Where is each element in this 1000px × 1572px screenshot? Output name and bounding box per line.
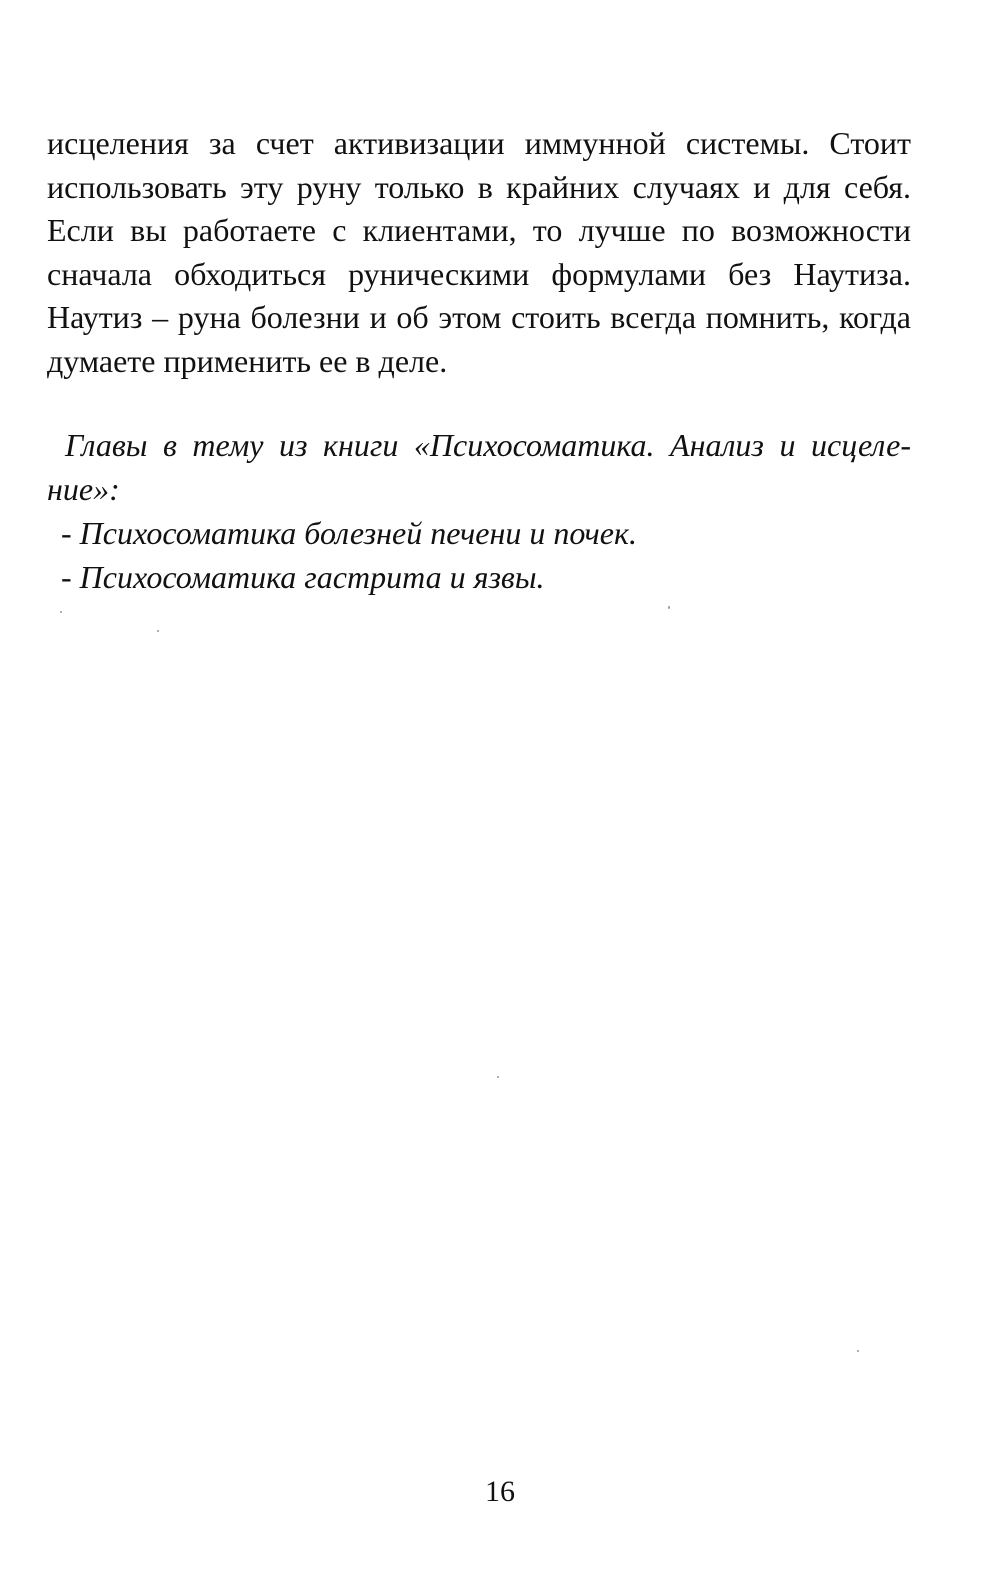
paragraph-line: Наутиз – руна болезни и об этом стоить всегда помнить, когда xyxy=(47,299,911,335)
related-chapter-item: - Психосоматика болезней печени и почек. xyxy=(61,515,637,551)
related-chapters xyxy=(47,423,911,599)
paragraph-line: Если вы работаете с клиентами, то лучше по возможности xyxy=(47,212,911,248)
paragraph-line: исцеления за счет активизации иммунной системы. Стоит xyxy=(47,125,911,161)
scan-speck xyxy=(157,630,159,632)
related-chapters-intro: Главы в тему из книги «Психосоматика. Анализ и исцеле- xyxy=(65,427,911,463)
page-number: 16 xyxy=(485,1475,515,1508)
scan-speck xyxy=(60,611,62,613)
scan-speck xyxy=(497,1076,499,1078)
related-chapter-item: - Психосоматика гастрита и язвы. xyxy=(61,559,545,595)
paragraph-line: думаете применить ее в деле. xyxy=(47,342,448,379)
paragraph-line: сначала обходиться руническими формулами без Наутиза. xyxy=(47,255,911,292)
paragraph-line: использовать эту руну только в крайних случаях и для себя. xyxy=(47,168,911,205)
related-chapters-intro-continued: ние»: xyxy=(47,471,120,507)
scan-speck xyxy=(668,606,670,609)
scan-speck xyxy=(857,1350,859,1352)
body-paragraph xyxy=(47,122,911,383)
